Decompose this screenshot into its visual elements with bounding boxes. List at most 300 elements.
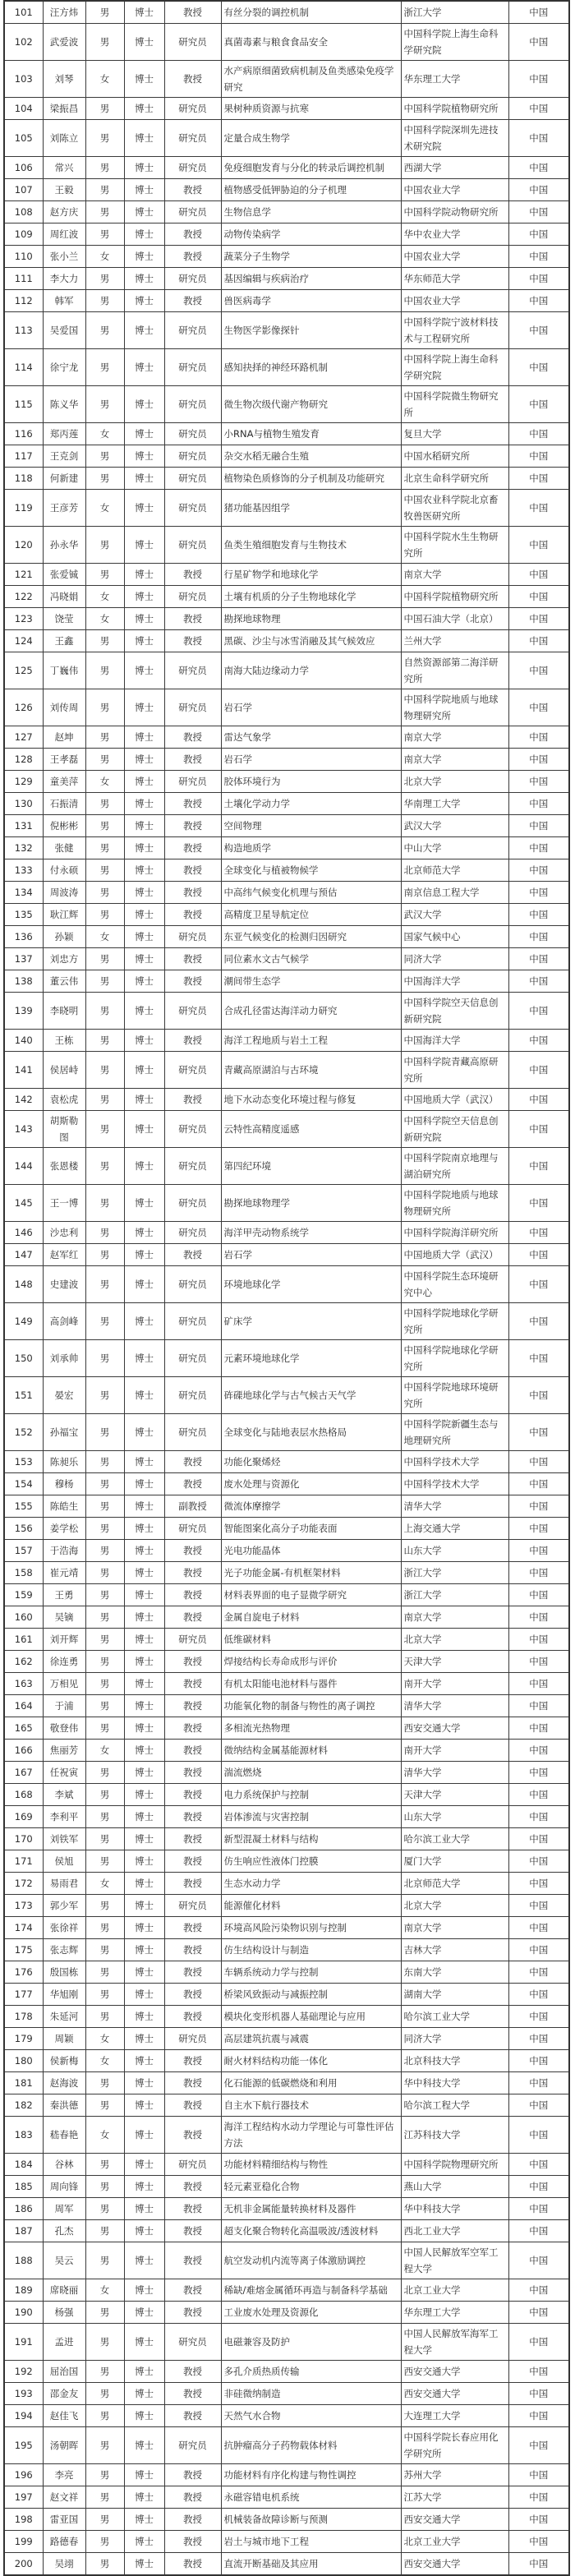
cell-number: 187 <box>4 2220 43 2242</box>
cell-name: 穆杨 <box>43 1473 85 1495</box>
cell-country: 中国 <box>508 564 569 586</box>
cell-number: 199 <box>4 2531 43 2553</box>
cell-number: 164 <box>4 1695 43 1717</box>
cell-title: 教授 <box>164 1850 221 1873</box>
cell-institution: 复旦大学 <box>401 423 508 445</box>
cell-country: 中国 <box>508 1089 569 1111</box>
cell-name: 陈皓生 <box>43 1495 85 1518</box>
cell-number: 191 <box>4 2324 43 2361</box>
cell-research-field: 基因编辑与疾病治疗 <box>221 268 401 290</box>
cell-research-field: 微生物次级代谢产物研究 <box>221 386 401 423</box>
cell-gender: 男 <box>85 1762 124 1784</box>
cell-research-field: 元素环境地球化学 <box>221 1340 401 1377</box>
cell-institution: 哈尔滨工业大学 <box>401 1828 508 1850</box>
cell-degree: 博士 <box>124 290 164 312</box>
cell-title: 教授 <box>164 179 221 201</box>
cell-name: 周波涛 <box>43 882 85 904</box>
cell-title: 研究员 <box>164 445 221 468</box>
cell-name: 武爱波 <box>43 24 85 61</box>
table-row <box>4 527 569 564</box>
cell-research-field: 胶体环境行为 <box>221 771 401 793</box>
cell-name: 吴镝 <box>43 1606 85 1629</box>
cell-country: 中国 <box>508 24 569 61</box>
cell-degree: 博士 <box>124 882 164 904</box>
cell-gender: 男 <box>85 1540 124 1562</box>
cell-gender: 男 <box>85 749 124 771</box>
cell-gender: 男 <box>85 1562 124 1584</box>
cell-research-field: 海洋工程地质与岩土工程 <box>221 1030 401 1052</box>
cell-institution: 西北工业大学 <box>401 2220 508 2242</box>
cell-degree: 博士 <box>124 1850 164 1873</box>
cell-number: 151 <box>4 1377 43 1414</box>
cell-institution: 中国科学院上海生命科学研究院 <box>401 24 508 61</box>
cell-gender: 男 <box>85 1850 124 1873</box>
cell-name: 周向锋 <box>43 2176 85 2198</box>
cell-research-field: 稀缺/难熔金属循环再造与制备科学基础 <box>221 2279 401 2302</box>
table-row <box>4 1606 569 1629</box>
cell-institution: 武汉大学 <box>401 904 508 926</box>
cell-institution: 华东理工大学 <box>401 61 508 98</box>
cell-name: 汤朝晖 <box>43 2427 85 2464</box>
cell-name: 李大力 <box>43 268 85 290</box>
cell-degree: 博士 <box>124 2383 164 2405</box>
cell-gender: 女 <box>85 608 124 630</box>
cell-degree: 博士 <box>124 1414 164 1451</box>
cell-title: 研究员 <box>164 1222 221 1244</box>
cell-number: 178 <box>4 2006 43 2028</box>
cell-title: 研究员 <box>164 386 221 423</box>
cell-title: 教授 <box>164 1806 221 1828</box>
cell-degree: 博士 <box>124 815 164 837</box>
cell-degree: 博士 <box>124 948 164 970</box>
cell-country: 中国 <box>508 290 569 312</box>
table-row <box>4 1495 569 1518</box>
cell-number: 132 <box>4 837 43 859</box>
cell-number: 103 <box>4 61 43 98</box>
cell-institution: 北京大学 <box>401 771 508 793</box>
cell-degree: 博士 <box>124 1673 164 1695</box>
cell-number: 172 <box>4 1873 43 1895</box>
cell-institution: 中国科学院生态环境研究中心 <box>401 1266 508 1303</box>
cell-gender: 男 <box>85 2220 124 2242</box>
cell-institution: 中国石油大学（北京） <box>401 608 508 630</box>
cell-number: 145 <box>4 1185 43 1222</box>
cell-research-field: 杂交水稻无融合生殖 <box>221 445 401 468</box>
cell-title: 研究员 <box>164 771 221 793</box>
cell-title: 教授 <box>164 1244 221 1266</box>
cell-title: 教授 <box>164 223 221 246</box>
table-row <box>4 312 569 349</box>
cell-gender: 男 <box>85 1828 124 1850</box>
cell-degree: 博士 <box>124 268 164 290</box>
cell-country: 中国 <box>508 970 569 993</box>
cell-name: 殷国栋 <box>43 1961 85 1984</box>
cell-degree: 博士 <box>124 1917 164 1939</box>
cell-gender: 女 <box>85 2117 124 2154</box>
cell-degree: 博士 <box>124 1244 164 1266</box>
cell-gender: 男 <box>85 223 124 246</box>
cell-degree: 博士 <box>124 445 164 468</box>
table-row <box>4 24 569 61</box>
cell-institution: 同济大学 <box>401 2028 508 2050</box>
cell-title: 研究员 <box>164 349 221 386</box>
cell-research-field: 抗肿瘤高分子药物载体材料 <box>221 2427 401 2464</box>
cell-degree: 博士 <box>124 586 164 608</box>
cell-country: 中国 <box>508 1784 569 1806</box>
cell-research-field: 感知抉择的神经环路机制 <box>221 349 401 386</box>
cell-institution: 中国海洋大学 <box>401 1030 508 1052</box>
cell-number: 167 <box>4 1762 43 1784</box>
cell-research-field: 微纳结构金属基能源材料 <box>221 1740 401 1762</box>
cell-name: 高剑峰 <box>43 1303 85 1340</box>
cell-number: 174 <box>4 1917 43 1939</box>
cell-title: 教授 <box>164 2531 221 2553</box>
cell-number: 176 <box>4 1961 43 1984</box>
table-row <box>4 1740 569 1762</box>
cell-gender: 男 <box>85 1651 124 1673</box>
cell-degree: 博士 <box>124 98 164 120</box>
cell-degree: 博士 <box>124 1606 164 1629</box>
cell-degree: 博士 <box>124 468 164 490</box>
cell-research-field: 多相流光热物理 <box>221 1717 401 1740</box>
cell-gender: 男 <box>85 468 124 490</box>
cell-country: 中国 <box>508 2464 569 2486</box>
cell-degree: 博士 <box>124 993 164 1030</box>
cell-degree: 博士 <box>124 157 164 179</box>
cell-country: 中国 <box>508 1030 569 1052</box>
cell-institution: 南京大学 <box>401 1606 508 1629</box>
cell-institution: 天津大学 <box>401 1784 508 1806</box>
cell-institution: 中国科学技术大学 <box>401 1451 508 1473</box>
table-row <box>4 1340 569 1377</box>
cell-gender: 男 <box>85 2072 124 2094</box>
cell-research-field: 仿生响应性液体门控膜 <box>221 1850 401 1873</box>
cell-degree: 博士 <box>124 24 164 61</box>
cell-title: 教授 <box>164 61 221 98</box>
cell-degree: 博士 <box>124 904 164 926</box>
table-row <box>4 1584 569 1606</box>
table-row <box>4 859 569 882</box>
cell-degree: 博士 <box>124 2072 164 2094</box>
cell-country: 中国 <box>508 1111 569 1148</box>
cell-title: 教授 <box>164 2553 221 2576</box>
cell-name: 韩军 <box>43 290 85 312</box>
cell-country: 中国 <box>508 2176 569 2198</box>
cell-degree: 博士 <box>124 1266 164 1303</box>
cell-country: 中国 <box>508 993 569 1030</box>
cell-country: 中国 <box>508 179 569 201</box>
table-row <box>4 2427 569 2464</box>
cell-country: 中国 <box>508 312 569 349</box>
cell-name: 梁振昌 <box>43 98 85 120</box>
cell-title: 教授 <box>164 1651 221 1673</box>
cell-name: 刘承帅 <box>43 1340 85 1377</box>
cell-name: 刘铁军 <box>43 1828 85 1850</box>
cell-number: 141 <box>4 1052 43 1089</box>
cell-country: 中国 <box>508 1303 569 1340</box>
table-row <box>4 1266 569 1303</box>
cell-institution: 中国科学院深圳先进技术研究院 <box>401 120 508 157</box>
cell-institution: 中国科学院植物研究所 <box>401 586 508 608</box>
cell-title: 研究员 <box>164 423 221 445</box>
table-row <box>4 1473 569 1495</box>
cell-gender: 女 <box>85 490 124 527</box>
cell-research-field: 生物信息学 <box>221 201 401 223</box>
cell-title: 教授 <box>164 2176 221 2198</box>
cell-gender: 男 <box>85 1717 124 1740</box>
cell-institution: 江苏科技大学 <box>401 2117 508 2154</box>
table-row <box>4 1717 569 1740</box>
cell-institution: 同济大学 <box>401 948 508 970</box>
cell-title: 教授 <box>164 1540 221 1562</box>
cell-title: 研究员 <box>164 1629 221 1651</box>
cell-name: 张恩楼 <box>43 1148 85 1185</box>
cell-title: 教授 <box>164 2050 221 2072</box>
cell-title: 研究员 <box>164 1518 221 1540</box>
cell-institution: 西湖大学 <box>401 157 508 179</box>
cell-name: 孟进 <box>43 2324 85 2361</box>
cell-institution: 中国人民解放军空军工程大学 <box>401 2242 508 2279</box>
cell-title: 研究员 <box>164 1414 221 1451</box>
cell-number: 127 <box>4 726 43 749</box>
cell-institution: 南京大学 <box>401 749 508 771</box>
cell-degree: 博士 <box>124 246 164 268</box>
cell-gender: 男 <box>85 1030 124 1052</box>
cell-research-field: 南海大陆边缘动力学 <box>221 652 401 689</box>
cell-institution: 北京工业大学 <box>401 2531 508 2553</box>
cell-research-field: 环境地球化学 <box>221 1266 401 1303</box>
cell-title: 研究员 <box>164 312 221 349</box>
cell-institution: 哈尔滨工业大学 <box>401 2006 508 2028</box>
cell-name: 周红波 <box>43 223 85 246</box>
cell-institution: 中国科学院地球化学研究所 <box>401 1340 508 1377</box>
table-row <box>4 1850 569 1873</box>
cell-country: 中国 <box>508 726 569 749</box>
cell-institution: 中国科学院物理研究所 <box>401 2154 508 2176</box>
cell-country: 中国 <box>508 749 569 771</box>
cell-research-field: 环境高风险污染物识别与控制 <box>221 1917 401 1939</box>
cell-institution: 清华大学 <box>401 1762 508 1784</box>
cell-degree: 博士 <box>124 1089 164 1111</box>
cell-name: 华旭刚 <box>43 1984 85 2006</box>
cell-degree: 博士 <box>124 926 164 948</box>
table-row <box>4 1052 569 1089</box>
cell-name: 王勇 <box>43 1584 85 1606</box>
cell-research-field: 材料表界面的电子显微学研究 <box>221 1584 401 1606</box>
cell-name: 付永硕 <box>43 859 85 882</box>
cell-research-field: 海洋工程结构水动力学理论与可靠性评估方法 <box>221 2117 401 2154</box>
cell-number: 190 <box>4 2302 43 2324</box>
cell-gender: 男 <box>85 652 124 689</box>
cell-research-field: 东亚气候变化的检测归因研究 <box>221 926 401 948</box>
cell-title: 研究员 <box>164 1266 221 1303</box>
cell-gender: 男 <box>85 1340 124 1377</box>
cell-degree: 博士 <box>124 2405 164 2427</box>
cell-title: 教授 <box>164 882 221 904</box>
cell-degree: 博士 <box>124 1762 164 1784</box>
cell-country: 中国 <box>508 2050 569 2072</box>
cell-institution: 北京大学 <box>401 1629 508 1651</box>
cell-institution: 中国农业大学 <box>401 246 508 268</box>
cell-title: 教授 <box>164 2279 221 2302</box>
cell-institution: 浙江大学 <box>401 1584 508 1606</box>
cell-research-field: 植物染色质修饰的分子机制及功能研究 <box>221 468 401 490</box>
cell-gender: 男 <box>85 993 124 1030</box>
cell-degree: 博士 <box>124 1961 164 1984</box>
cell-degree: 博士 <box>124 2176 164 2198</box>
cell-country: 中国 <box>508 1473 569 1495</box>
cell-research-field: 小RNA与植物生殖发育 <box>221 423 401 445</box>
table-row <box>4 1030 569 1052</box>
cell-title: 研究员 <box>164 926 221 948</box>
cell-research-field: 化石能源的低碳燃烧和利用 <box>221 2072 401 2094</box>
table-row <box>4 2279 569 2302</box>
cell-name: 侯居峙 <box>43 1052 85 1089</box>
table-row <box>4 608 569 630</box>
cell-research-field: 中高纬气候变化机理与预估 <box>221 882 401 904</box>
cell-number: 197 <box>4 2486 43 2509</box>
cell-gender: 女 <box>85 2028 124 2050</box>
cell-research-field: 能源催化材料 <box>221 1895 401 1917</box>
cell-research-field: 矿床学 <box>221 1303 401 1340</box>
table-row <box>4 2006 569 2028</box>
cell-country: 中国 <box>508 120 569 157</box>
cell-country: 中国 <box>508 1518 569 1540</box>
table-row <box>4 2094 569 2117</box>
cell-country: 中国 <box>508 793 569 815</box>
cell-country: 中国 <box>508 386 569 423</box>
cell-institution: 哈尔滨工程大学 <box>401 2094 508 2117</box>
cell-number: 129 <box>4 771 43 793</box>
cell-gender: 女 <box>85 2279 124 2302</box>
cell-number: 102 <box>4 24 43 61</box>
cell-title: 教授 <box>164 564 221 586</box>
table-row <box>4 445 569 468</box>
cell-name: 王孝磊 <box>43 749 85 771</box>
cell-degree: 博士 <box>124 1717 164 1740</box>
cell-research-field: 青藏高原湖泊与古环境 <box>221 1052 401 1089</box>
cell-name: 徐连勇 <box>43 1651 85 1673</box>
cell-research-field: 合成孔径雷达海洋动力研究 <box>221 993 401 1030</box>
cell-number: 184 <box>4 2154 43 2176</box>
cell-research-field: 工业废水处理及资源化 <box>221 2302 401 2324</box>
cell-gender: 男 <box>85 1695 124 1717</box>
cell-title: 教授 <box>164 1606 221 1629</box>
cell-gender: 男 <box>85 2486 124 2509</box>
cell-degree: 博士 <box>124 1562 164 1584</box>
table-row <box>4 2154 569 2176</box>
cell-title: 研究员 <box>164 98 221 120</box>
table-row <box>4 2050 569 2072</box>
cell-research-field: 生物医学影像探针 <box>221 312 401 349</box>
cell-number: 104 <box>4 98 43 120</box>
cell-research-field: 土壤化学动力学 <box>221 793 401 815</box>
cell-number: 169 <box>4 1806 43 1828</box>
cell-country: 中国 <box>508 2509 569 2531</box>
cell-institution: 中国地质大学（武汉） <box>401 1089 508 1111</box>
cell-name: 雷亚国 <box>43 2509 85 2531</box>
cell-title: 教授 <box>164 1939 221 1961</box>
cell-degree: 博士 <box>124 1473 164 1495</box>
table-row <box>4 268 569 290</box>
cell-degree: 博士 <box>124 1518 164 1540</box>
table-row <box>4 2176 569 2198</box>
cell-degree: 博士 <box>124 386 164 423</box>
cell-name: 姜学松 <box>43 1518 85 1540</box>
cell-institution: 南京信息工程大学 <box>401 882 508 904</box>
cell-degree: 博士 <box>124 1495 164 1518</box>
cell-research-field: 永磁容错电机系统 <box>221 2486 401 2509</box>
cell-gender: 男 <box>85 445 124 468</box>
cell-title: 教授 <box>164 1030 221 1052</box>
table-row <box>4 749 569 771</box>
cell-degree: 博士 <box>124 2509 164 2531</box>
cell-title: 教授 <box>164 904 221 926</box>
cell-name: 常兴 <box>43 157 85 179</box>
cell-title: 研究员 <box>164 1148 221 1185</box>
cell-number: 125 <box>4 652 43 689</box>
cell-institution: 清华大学 <box>401 1695 508 1717</box>
cell-gender: 男 <box>85 815 124 837</box>
cell-gender: 男 <box>85 2509 124 2531</box>
cell-research-field: 黑碳、沙尘与冰雪消融及其气候效应 <box>221 630 401 652</box>
table-row <box>4 1651 569 1673</box>
cell-name: 嵇春艳 <box>43 2117 85 2154</box>
cell-title: 教授 <box>164 2072 221 2094</box>
cell-title: 研究员 <box>164 24 221 61</box>
cell-country: 中国 <box>508 61 569 98</box>
cell-degree: 博士 <box>124 2531 164 2553</box>
cell-institution: 中国科学院地球环境研究所 <box>401 1377 508 1414</box>
cell-country: 中国 <box>508 1222 569 1244</box>
cell-institution: 中国科学院空天信息创新研究院 <box>401 993 508 1030</box>
cell-name: 刘开辉 <box>43 1629 85 1651</box>
cell-number: 149 <box>4 1303 43 1340</box>
cell-institution: 中国科学院地质与地球物理研究所 <box>401 689 508 726</box>
cell-title: 教授 <box>164 1917 221 1939</box>
cell-gender: 女 <box>85 1740 124 1762</box>
cell-number: 196 <box>4 2464 43 2486</box>
cell-research-field: 直流开断基础及其应用 <box>221 2553 401 2576</box>
cell-title: 教授 <box>164 815 221 837</box>
cell-number: 159 <box>4 1584 43 1606</box>
cell-country: 中国 <box>508 2427 569 2464</box>
cell-title: 研究员 <box>164 527 221 564</box>
cell-number: 117 <box>4 445 43 468</box>
cell-gender: 男 <box>85 793 124 815</box>
cell-degree: 博士 <box>124 1030 164 1052</box>
cell-country: 中国 <box>508 490 569 527</box>
cell-name: 赵海波 <box>43 2072 85 2094</box>
cell-gender: 男 <box>85 564 124 586</box>
cell-degree: 博士 <box>124 179 164 201</box>
cell-name: 孙颖 <box>43 926 85 948</box>
cell-title: 教授 <box>164 290 221 312</box>
cell-country: 中国 <box>508 1451 569 1473</box>
cell-country: 中国 <box>508 1961 569 1984</box>
cell-research-field: 果树种质资源与抗寒 <box>221 98 401 120</box>
cell-gender: 男 <box>85 1111 124 1148</box>
table-row <box>4 157 569 179</box>
cell-degree: 博士 <box>124 652 164 689</box>
cell-number: 126 <box>4 689 43 726</box>
cell-institution: 北京师范大学 <box>401 859 508 882</box>
cell-number: 150 <box>4 1340 43 1377</box>
cell-institution: 中国科学院海洋研究所 <box>401 1222 508 1244</box>
cell-institution: 厦门大学 <box>401 1850 508 1873</box>
cell-institution: 中国科学院水生生物研究所 <box>401 527 508 564</box>
cell-country: 中国 <box>508 527 569 564</box>
